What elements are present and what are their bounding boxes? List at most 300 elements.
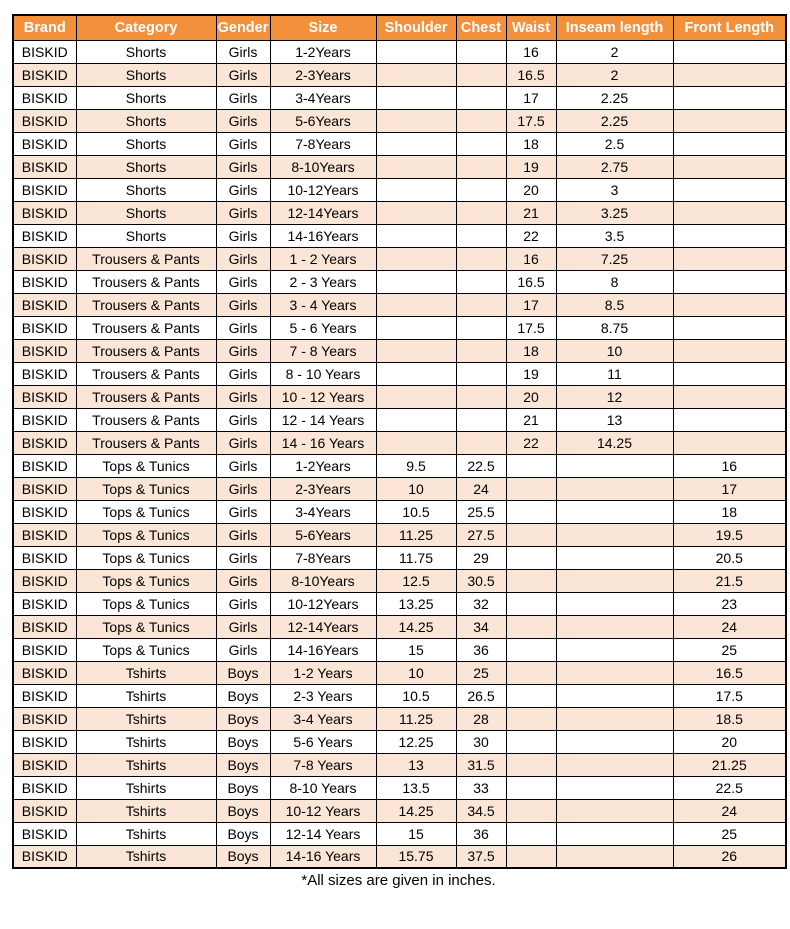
table-cell-chest [456, 431, 506, 454]
table-cell-front-length: 22.5 [673, 776, 786, 799]
table-cell-category: Tops & Tunics [76, 500, 216, 523]
table-cell-category: Tops & Tunics [76, 615, 216, 638]
table-cell-gender: Girls [216, 408, 270, 431]
table-row [13, 776, 786, 799]
table-cell-waist [506, 500, 556, 523]
table-cell-size: 14-16Years [270, 638, 376, 661]
table-cell-shoulder [376, 63, 456, 86]
table-cell-chest [456, 247, 506, 270]
table-cell-chest: 32 [456, 592, 506, 615]
table-cell-brand: BISKID [13, 86, 76, 109]
table-cell-waist [506, 523, 556, 546]
table-cell-chest [456, 40, 506, 63]
table-cell-shoulder [376, 362, 456, 385]
table-cell-chest [456, 178, 506, 201]
table-cell-brand: BISKID [13, 178, 76, 201]
table-cell-gender: Boys [216, 684, 270, 707]
table-cell-size: 8-10Years [270, 155, 376, 178]
table-cell-size: 1-2Years [270, 40, 376, 63]
table-cell-chest [456, 339, 506, 362]
table-cell-inseam-length [556, 569, 673, 592]
table-cell-size: 3 - 4 Years [270, 293, 376, 316]
table-cell-size: 3-4Years [270, 86, 376, 109]
table-cell-chest [456, 132, 506, 155]
table-cell-shoulder [376, 293, 456, 316]
table-cell-size: 14-16Years [270, 224, 376, 247]
table-cell-size: 7-8 Years [270, 753, 376, 776]
table-cell-brand: BISKID [13, 661, 76, 684]
table-cell-chest: 29 [456, 546, 506, 569]
table-cell-gender: Girls [216, 293, 270, 316]
table-cell-size: 2-3Years [270, 477, 376, 500]
table-row [13, 454, 786, 477]
table-cell-size: 12-14Years [270, 201, 376, 224]
table-cell-inseam-length: 8.75 [556, 316, 673, 339]
table-row [13, 569, 786, 592]
table-cell-category: Shorts [76, 109, 216, 132]
table-cell-waist: 20 [506, 385, 556, 408]
table-cell-inseam-length: 13 [556, 408, 673, 431]
table-cell-brand: BISKID [13, 362, 76, 385]
table-cell-front-length: 19.5 [673, 523, 786, 546]
table-cell-chest [456, 293, 506, 316]
table-cell-size: 14-16 Years [270, 845, 376, 868]
table-cell-size: 3-4 Years [270, 707, 376, 730]
table-cell-chest [456, 385, 506, 408]
table-cell-waist [506, 845, 556, 868]
table-cell-brand: BISKID [13, 385, 76, 408]
table-cell-size: 1 - 2 Years [270, 247, 376, 270]
table-cell-brand: BISKID [13, 523, 76, 546]
table-cell-waist: 20 [506, 178, 556, 201]
table-cell-inseam-length: 7.25 [556, 247, 673, 270]
table-cell-gender: Girls [216, 454, 270, 477]
table-cell-category: Trousers & Pants [76, 385, 216, 408]
table-cell-shoulder [376, 270, 456, 293]
table-cell-size: 7-8Years [270, 132, 376, 155]
table-cell-brand: BISKID [13, 316, 76, 339]
table-cell-gender: Boys [216, 845, 270, 868]
table-cell-category: Trousers & Pants [76, 316, 216, 339]
column-header-waist: Waist [506, 15, 556, 40]
table-cell-front-length [673, 247, 786, 270]
table-cell-size: 10-12Years [270, 178, 376, 201]
table-cell-shoulder: 14.25 [376, 615, 456, 638]
table-cell-inseam-length [556, 730, 673, 753]
table-cell-inseam-length: 11 [556, 362, 673, 385]
table-cell-front-length [673, 431, 786, 454]
table-cell-brand: BISKID [13, 753, 76, 776]
table-cell-brand: BISKID [13, 730, 76, 753]
table-cell-gender: Girls [216, 40, 270, 63]
table-row [13, 247, 786, 270]
table-cell-inseam-length: 2.5 [556, 132, 673, 155]
table-cell-chest: 36 [456, 822, 506, 845]
table-cell-category: Shorts [76, 40, 216, 63]
table-cell-waist: 17.5 [506, 316, 556, 339]
table-cell-chest: 26.5 [456, 684, 506, 707]
table-cell-chest: 30 [456, 730, 506, 753]
table-cell-size: 12-14Years [270, 615, 376, 638]
table-cell-size: 3-4Years [270, 500, 376, 523]
table-cell-shoulder: 10.5 [376, 500, 456, 523]
table-row [13, 753, 786, 776]
table-cell-gender: Girls [216, 316, 270, 339]
table-cell-front-length [673, 86, 786, 109]
table-cell-shoulder: 9.5 [376, 454, 456, 477]
table-cell-chest [456, 316, 506, 339]
table-cell-chest: 24 [456, 477, 506, 500]
table-cell-brand: BISKID [13, 63, 76, 86]
table-cell-shoulder: 10 [376, 661, 456, 684]
table-cell-category: Tops & Tunics [76, 546, 216, 569]
table-cell-front-length [673, 40, 786, 63]
table-cell-front-length: 20.5 [673, 546, 786, 569]
table-cell-inseam-length: 8 [556, 270, 673, 293]
table-cell-brand: BISKID [13, 40, 76, 63]
table-cell-category: Shorts [76, 178, 216, 201]
table-cell-shoulder [376, 132, 456, 155]
table-cell-size: 8-10Years [270, 569, 376, 592]
table-cell-front-length [673, 293, 786, 316]
table-cell-front-length [673, 270, 786, 293]
table-cell-size: 5 - 6 Years [270, 316, 376, 339]
table-row [13, 109, 786, 132]
table-cell-gender: Girls [216, 523, 270, 546]
table-cell-front-length [673, 155, 786, 178]
table-cell-shoulder: 12.25 [376, 730, 456, 753]
table-cell-inseam-length [556, 454, 673, 477]
table-cell-category: Tops & Tunics [76, 477, 216, 500]
table-cell-waist: 17.5 [506, 109, 556, 132]
table-cell-front-length [673, 109, 786, 132]
table-cell-waist: 22 [506, 431, 556, 454]
table-cell-shoulder: 11.25 [376, 523, 456, 546]
table-cell-front-length: 25 [673, 638, 786, 661]
column-header-chest: Chest [456, 15, 506, 40]
table-cell-gender: Girls [216, 615, 270, 638]
table-cell-inseam-length: 2.25 [556, 109, 673, 132]
table-cell-brand: BISKID [13, 408, 76, 431]
table-cell-gender: Girls [216, 500, 270, 523]
table-cell-brand: BISKID [13, 109, 76, 132]
table-cell-front-length: 20 [673, 730, 786, 753]
table-cell-inseam-length: 2.25 [556, 86, 673, 109]
table-cell-brand: BISKID [13, 477, 76, 500]
table-cell-category: Tops & Tunics [76, 638, 216, 661]
table-cell-shoulder: 14.25 [376, 799, 456, 822]
table-cell-front-length [673, 408, 786, 431]
table-cell-chest: 34.5 [456, 799, 506, 822]
column-header-category: Category [76, 15, 216, 40]
table-cell-brand: BISKID [13, 638, 76, 661]
table-cell-gender: Girls [216, 132, 270, 155]
table-cell-chest [456, 86, 506, 109]
table-cell-category: Tshirts [76, 822, 216, 845]
table-cell-front-length [673, 201, 786, 224]
table-cell-brand: BISKID [13, 247, 76, 270]
table-cell-inseam-length [556, 661, 673, 684]
table-cell-chest [456, 201, 506, 224]
table-cell-size: 1-2 Years [270, 661, 376, 684]
table-cell-front-length: 23 [673, 592, 786, 615]
table-cell-shoulder [376, 86, 456, 109]
table-cell-size: 8 - 10 Years [270, 362, 376, 385]
table-cell-brand: BISKID [13, 592, 76, 615]
table-cell-chest: 22.5 [456, 454, 506, 477]
table-cell-front-length [673, 178, 786, 201]
table-cell-brand: BISKID [13, 454, 76, 477]
table-cell-waist: 19 [506, 155, 556, 178]
table-cell-inseam-length: 12 [556, 385, 673, 408]
table-cell-shoulder: 10.5 [376, 684, 456, 707]
size-chart-table [12, 14, 787, 869]
table-cell-front-length [673, 385, 786, 408]
table-cell-waist [506, 684, 556, 707]
table-cell-front-length: 16.5 [673, 661, 786, 684]
table-cell-inseam-length: 3 [556, 178, 673, 201]
table-cell-front-length [673, 316, 786, 339]
table-cell-chest [456, 270, 506, 293]
table-cell-category: Tops & Tunics [76, 523, 216, 546]
table-cell-category: Shorts [76, 63, 216, 86]
table-row [13, 799, 786, 822]
table-cell-front-length [673, 224, 786, 247]
table-cell-category: Tshirts [76, 707, 216, 730]
table-cell-size: 2-3Years [270, 63, 376, 86]
table-cell-brand: BISKID [13, 155, 76, 178]
table-cell-category: Tshirts [76, 845, 216, 868]
table-cell-waist: 16 [506, 40, 556, 63]
table-cell-gender: Girls [216, 63, 270, 86]
table-cell-inseam-length [556, 523, 673, 546]
table-row [13, 132, 786, 155]
table-cell-gender: Girls [216, 201, 270, 224]
table-row [13, 40, 786, 63]
table-cell-waist: 16.5 [506, 270, 556, 293]
table-cell-inseam-length [556, 684, 673, 707]
table-cell-gender: Girls [216, 86, 270, 109]
table-cell-front-length [673, 362, 786, 385]
table-cell-category: Tshirts [76, 753, 216, 776]
table-cell-inseam-length: 3.25 [556, 201, 673, 224]
table-row [13, 86, 786, 109]
table-cell-shoulder [376, 247, 456, 270]
table-cell-front-length [673, 132, 786, 155]
table-cell-inseam-length [556, 753, 673, 776]
table-cell-size: 5-6Years [270, 523, 376, 546]
table-row [13, 155, 786, 178]
table-row [13, 638, 786, 661]
table-cell-waist [506, 477, 556, 500]
table-cell-shoulder: 15 [376, 638, 456, 661]
table-cell-category: Tshirts [76, 776, 216, 799]
table-cell-waist [506, 730, 556, 753]
table-cell-waist: 21 [506, 408, 556, 431]
table-cell-category: Trousers & Pants [76, 339, 216, 362]
table-cell-waist: 18 [506, 132, 556, 155]
table-cell-gender: Girls [216, 362, 270, 385]
footnote: *All sizes are given in inches. [301, 872, 496, 889]
table-cell-shoulder [376, 385, 456, 408]
table-cell-chest: 31.5 [456, 753, 506, 776]
table-cell-category: Tshirts [76, 730, 216, 753]
table-cell-shoulder: 12.5 [376, 569, 456, 592]
table-cell-waist [506, 592, 556, 615]
table-cell-gender: Girls [216, 638, 270, 661]
table-row [13, 730, 786, 753]
table-cell-waist [506, 753, 556, 776]
table-cell-waist [506, 776, 556, 799]
table-cell-brand: BISKID [13, 707, 76, 730]
table-cell-category: Shorts [76, 201, 216, 224]
table-cell-chest: 36 [456, 638, 506, 661]
table-cell-chest: 34 [456, 615, 506, 638]
table-cell-category: Tshirts [76, 684, 216, 707]
table-cell-brand: BISKID [13, 546, 76, 569]
table-cell-category: Tshirts [76, 799, 216, 822]
table-row [13, 178, 786, 201]
table-cell-shoulder [376, 224, 456, 247]
table-body [13, 40, 786, 868]
table-cell-size: 8-10 Years [270, 776, 376, 799]
table-row [13, 523, 786, 546]
table-cell-waist [506, 822, 556, 845]
table-cell-inseam-length [556, 500, 673, 523]
table-cell-front-length: 25 [673, 822, 786, 845]
table-cell-shoulder: 11.75 [376, 546, 456, 569]
table-cell-size: 2-3 Years [270, 684, 376, 707]
table-row [13, 707, 786, 730]
table-cell-category: Trousers & Pants [76, 270, 216, 293]
table-row [13, 661, 786, 684]
table-row [13, 362, 786, 385]
table-cell-front-length [673, 339, 786, 362]
table-cell-front-length: 21.5 [673, 569, 786, 592]
table-cell-size: 10 - 12 Years [270, 385, 376, 408]
table-row [13, 63, 786, 86]
table-cell-gender: Girls [216, 546, 270, 569]
table-row [13, 431, 786, 454]
table-cell-chest: 25.5 [456, 500, 506, 523]
table-cell-brand: BISKID [13, 293, 76, 316]
table-cell-gender: Girls [216, 270, 270, 293]
table-cell-brand: BISKID [13, 132, 76, 155]
table-cell-inseam-length [556, 845, 673, 868]
table-cell-brand: BISKID [13, 569, 76, 592]
table-cell-chest: 27.5 [456, 523, 506, 546]
table-cell-category: Tops & Tunics [76, 454, 216, 477]
table-cell-shoulder: 11.25 [376, 707, 456, 730]
table-row [13, 546, 786, 569]
table-cell-category: Trousers & Pants [76, 431, 216, 454]
table-cell-waist: 17 [506, 293, 556, 316]
table-cell-chest: 25 [456, 661, 506, 684]
table-cell-front-length: 26 [673, 845, 786, 868]
table-row [13, 385, 786, 408]
table-row [13, 592, 786, 615]
table-cell-brand: BISKID [13, 799, 76, 822]
table-cell-waist [506, 661, 556, 684]
table-row [13, 224, 786, 247]
column-header-size: Size [270, 15, 376, 40]
table-cell-waist: 16.5 [506, 63, 556, 86]
table-cell-front-length: 24 [673, 615, 786, 638]
table-cell-brand: BISKID [13, 270, 76, 293]
table-cell-brand: BISKID [13, 500, 76, 523]
table-cell-chest: 33 [456, 776, 506, 799]
table-cell-gender: Boys [216, 776, 270, 799]
table-cell-brand: BISKID [13, 615, 76, 638]
table-cell-shoulder [376, 408, 456, 431]
table-cell-brand: BISKID [13, 431, 76, 454]
column-header-front-length: Front Length [673, 15, 786, 40]
table-row [13, 339, 786, 362]
table-cell-shoulder [376, 155, 456, 178]
column-header-gender: Gender [216, 15, 270, 40]
table-row [13, 408, 786, 431]
table-cell-category: Tops & Tunics [76, 569, 216, 592]
table-cell-gender: Girls [216, 247, 270, 270]
table-cell-size: 5-6 Years [270, 730, 376, 753]
table-cell-shoulder: 13 [376, 753, 456, 776]
table-cell-gender: Girls [216, 339, 270, 362]
table-cell-shoulder [376, 316, 456, 339]
table-cell-size: 12 - 14 Years [270, 408, 376, 431]
table-cell-brand: BISKID [13, 201, 76, 224]
table-cell-category: Trousers & Pants [76, 408, 216, 431]
table-cell-waist: 22 [506, 224, 556, 247]
table-cell-chest [456, 362, 506, 385]
table-cell-category: Shorts [76, 224, 216, 247]
table-cell-category: Trousers & Pants [76, 293, 216, 316]
table-cell-waist: 17 [506, 86, 556, 109]
table-cell-size: 12-14 Years [270, 822, 376, 845]
table-cell-waist [506, 707, 556, 730]
table-cell-chest: 30.5 [456, 569, 506, 592]
table-cell-shoulder [376, 339, 456, 362]
table-cell-inseam-length [556, 592, 673, 615]
table-cell-gender: Boys [216, 730, 270, 753]
table-cell-waist: 21 [506, 201, 556, 224]
column-header-brand: Brand [13, 15, 76, 40]
table-cell-front-length: 18 [673, 500, 786, 523]
table-cell-size: 10-12 Years [270, 799, 376, 822]
table-cell-front-length: 18.5 [673, 707, 786, 730]
table-cell-size: 7 - 8 Years [270, 339, 376, 362]
table-cell-front-length: 24 [673, 799, 786, 822]
table-cell-chest [456, 63, 506, 86]
table-cell-shoulder [376, 178, 456, 201]
table-cell-size: 2 - 3 Years [270, 270, 376, 293]
table-cell-gender: Boys [216, 799, 270, 822]
table-cell-waist [506, 799, 556, 822]
table-cell-category: Tops & Tunics [76, 592, 216, 615]
table-cell-inseam-length [556, 546, 673, 569]
column-header-shoulder: Shoulder [376, 15, 456, 40]
table-cell-front-length [673, 63, 786, 86]
header-row [13, 15, 786, 40]
table-row [13, 822, 786, 845]
table-cell-inseam-length: 2.75 [556, 155, 673, 178]
table-cell-brand: BISKID [13, 339, 76, 362]
table-cell-inseam-length [556, 638, 673, 661]
table-cell-inseam-length: 2 [556, 63, 673, 86]
table-cell-size: 10-12Years [270, 592, 376, 615]
table-cell-waist [506, 569, 556, 592]
table-cell-gender: Boys [216, 753, 270, 776]
table-cell-inseam-length: 2 [556, 40, 673, 63]
